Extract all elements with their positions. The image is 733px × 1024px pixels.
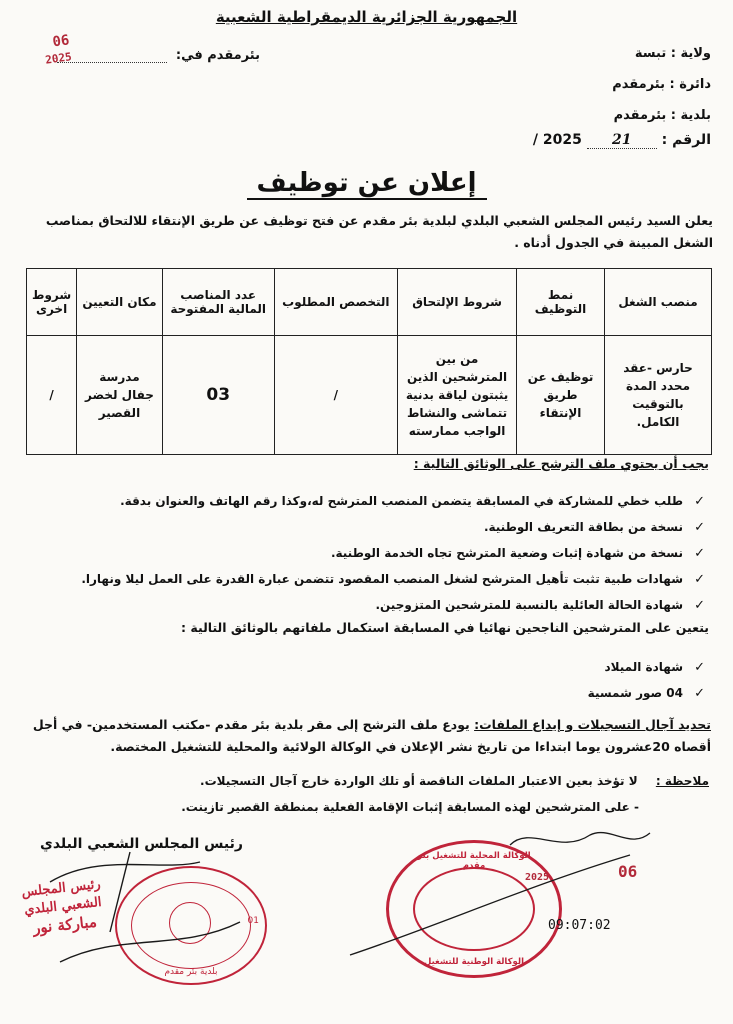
th-other-conditions: شروط اخرى [27,269,77,336]
jobs-table [26,268,712,455]
list-item: ✓نسخة من بطاقة التعريف الوطنية. [20,514,705,540]
requirements-list [20,488,705,618]
baladiya-line: بلدية : بئرمقدم [613,108,711,123]
cell-specialty: / [274,336,397,455]
reference-line [533,132,711,149]
received-stamp-time: 09:07:02 [548,918,611,933]
table-header-row [27,269,712,336]
cell-open-posts: 03 [162,336,274,455]
date-stamp [42,32,73,66]
ref-label: الرقم : [661,132,711,148]
list-item: ✓طلب خطي للمشاركة في المسابقة يتضمن المنصب المترشح له،وكذا رقم الهاتف والعنوان بدقة. [20,488,705,514]
place-date-label: بئرمقدم في: [175,48,260,63]
list-item: ✓04 صور شمسية [20,680,705,706]
th-specialty: التخصص المطلوب [274,269,397,336]
deadline-label: تحديد آجال التسجيلات و إيداع الملفات: [474,717,711,732]
note-item-2: - على المترشحين لهذه المسابقة إثبات الإقامة الفعلية بمنطقة القصير تازينت. [181,800,639,814]
receiver-signature-icon [330,825,660,965]
check-icon: ✓ [694,520,705,535]
seal-number: 01 [247,916,259,926]
cell-other-conditions: / [27,336,77,455]
check-icon: ✓ [694,494,705,509]
th-recruitment-mode: نمط التوظيف [517,269,605,336]
place-date [30,32,260,67]
signature-scribble-icon [40,842,290,992]
daira-line: دائرة : بئرمقدم [612,77,711,92]
check-icon: ✓ [694,546,705,561]
th-assignment-place: مكان التعيين [77,269,163,336]
cell-recruitment-mode: توظيف عن طريق الإنتقاء [517,336,605,455]
check-icon: ✓ [694,660,705,675]
check-icon: ✓ [694,598,705,613]
list-item: ✓شهادة الحالة العائلية بالنسبة للمترشحين المتزوجين. [20,592,705,618]
winners-list [20,654,705,706]
notes-section [24,768,709,820]
wilaya-line: ولاية : تبسة [634,46,711,61]
cell-conditions: من بين المترشحين الذين يثبتون لياقة بدنية تتماشى والنشاط الواجب ممارسته [398,336,517,455]
date-line [57,48,167,63]
note-item-1: ملاحظة : لا تؤخذ بعين الاعتبار الملفات الناقصة أو تلك الواردة خارج آجال التسجيلات. [200,774,709,788]
check-icon: ✓ [694,572,705,587]
seal-text: بلدية بئر مقدم [164,967,218,977]
table-row [27,336,712,455]
deadline-text: يودع ملف الترشح إلى مقر بلدية بئر مقدم -مكتب المستخدمين- في أجل أقصاه 20عشرون يوما ابتداءا من تاريخ نشر الإعلان في الوكالة الولائية والمحلية للتشغيل المختصة. [32,717,711,754]
admin-header [491,38,711,131]
th-position: منصب الشغل [604,269,711,336]
agency-stamp-bottom-text: الوكالة الوطنية للتشغيل [423,957,524,967]
ref-number: 21 [587,132,657,149]
agency-stamp-top-text: الوكالة المحلية للتشغيل بئر مقدم [417,851,531,871]
th-open-posts: عدد المناصب المالية المفتوحة [162,269,274,336]
list-item: ✓نسخة من شهادة إثبات وضعية المترشح تجاه الخدمة الوطنية. [20,540,705,566]
th-conditions: شروط الإلتحاق [398,269,517,336]
deadline-paragraph [24,714,711,758]
received-stamp-year: 2025 [525,872,550,883]
ref-year: 2025 / [532,132,582,148]
received-stamp-day: 06 [618,862,638,881]
check-icon: ✓ [694,686,705,701]
list-item: ✓شهادة الميلاد [20,654,705,680]
signatory-title: رئيس المجلس الشعبي البلدي [40,836,243,852]
signature-line-1: رئيس المجلس الشعبي البلدي [20,876,103,919]
requirements-heading: يجب أن يحتوي ملف الترشح على الوثائق التالية : [413,456,709,471]
date-stamp-year: 2025 [44,50,73,67]
cell-assignment-place: مدرسة جفال لخضر القصير [77,336,163,455]
republic-heading: الجمهورية الجزائرية الديمقراطية الشعبية [215,8,518,26]
cell-position: حارس -عقد محدد المدة بالتوقيت الكامل. [604,336,711,455]
winners-heading: يتعين على المترشحين الناجحين نهائيا في المسابقة استكمال ملفاتهم بالوثائق التالية : [181,620,709,635]
date-stamp-day: 06 [51,32,71,51]
signature-line-2: مباركة نور [32,912,98,938]
notes-label: ملاحظة : [655,774,709,788]
intro-paragraph: يعلن السيد رئيس المجلس الشعبي البلدي لبلدية بئر مقدم عن فتح توظيف عن طريق الإنتقاء للالتحاق بمناصب الشغل المبينة في الجدول أدناه . [45,213,713,250]
list-item: ✓شهادات طبية تثبت تأهيل المترشح لشغل المنصب المقصود تتضمن عبارة القدرة على العمل ليلا ونهارا. [20,566,705,592]
page-title: إعلان عن توظيف [0,168,733,198]
